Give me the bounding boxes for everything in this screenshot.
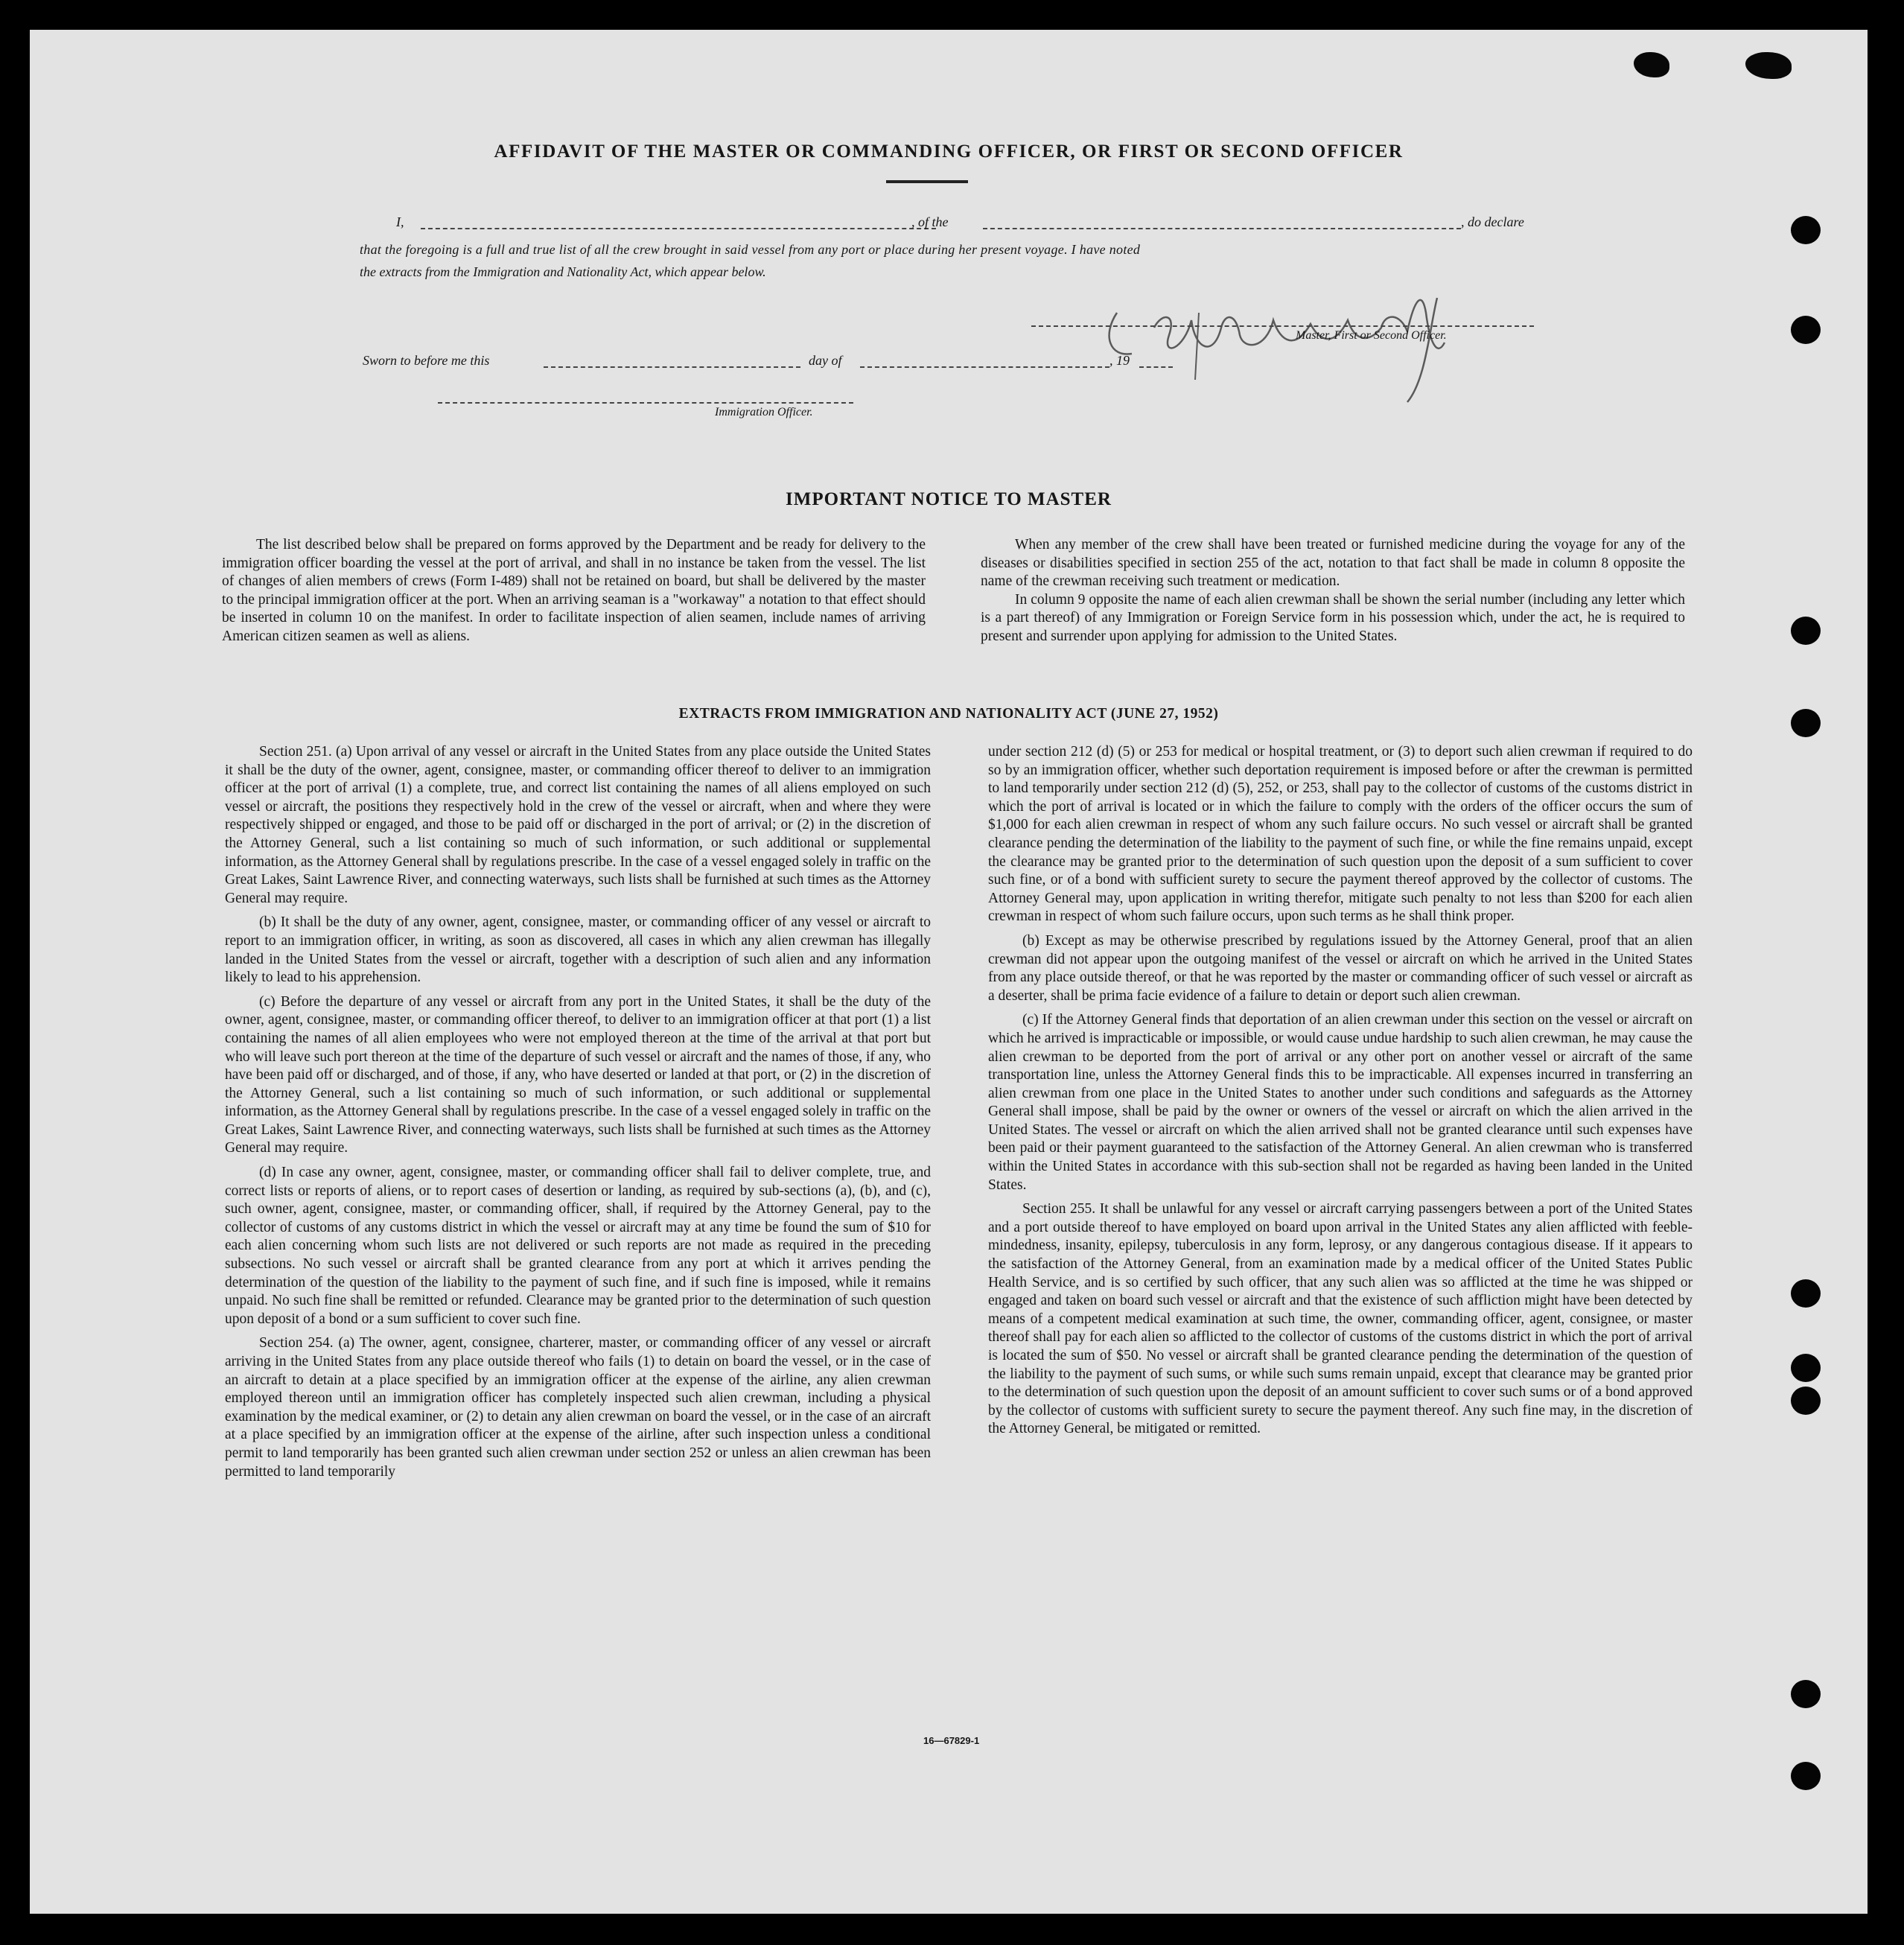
punch-hole: [1791, 617, 1821, 645]
declaration-line: that the foregoing is a full and true list of all the crew brought in said vessel from any port or place during her present voyage. I have noted: [360, 242, 1141, 257]
title-rule: [886, 180, 968, 183]
signature-caption: Master, First or Second Officer.: [1296, 329, 1447, 342]
section-paragraph: Section 255. It shall be unlawful for any vessel or aircraft carrying passengers between a port of the United States and a port outside thereof to have employed on board upon arrival in the United States any alien afflicted with feeble-mindedness, insanity, epilepsy, tuberculosis in any form, leprosy, or any dangerous contagious disease. If it appears to the satisfaction of the Attorney General, from an examination made by a medical officer of the United States Public Health Service, and is so certified by such officer, that any such alien was so afflicted at the time he was shipped or engaged and taken on board such vessel or aircraft and that the existence of such affliction might have been detected by means of a competent medical examination at such time, the owner, commanding officer, agent, consignee, or master thereof shall pay for each alien so afflicted to the collector of customs of the customs district in which the port of arrival is located the sum of $50. No vessel or aircraft shall be granted clearance pending the determination of the question of the liability to the payment of such sums, or while such sums remain unpaid, except that clearance may be granted prior to the determination of such question upon the deposit of an amount sufficient to cover such sums or of a bond approved by the collector of customs with sufficient surety to secure the payment thereof. Any such fine may, in the discretion of the Attorney General, be mitigated or remitted.: [988, 1201, 1693, 1437]
notice-title: IMPORTANT NOTICE TO MASTER: [786, 489, 1112, 509]
notice-paragraph: In column 9 opposite the name of each alien crewman shall be shown the serial number (including any letter which is a part thereof) of any Immigration or Foreign Service form in his possession which, under the act, he is required to present and surrender upon applying for admission to the United States.: [981, 591, 1685, 644]
name-blank: [421, 228, 936, 229]
section-paragraph: (b) Except as may be otherwise prescribed by regulations issued by the Attorney General, proof that an alien crewman did not appear upon the outgoing manifest of the vessel or aircraft on which he arrived in the United States from any place outside thereof, or that he was reported by the master or commanding officer of such vessel or aircraft as a deserter, shall be prima facie evidence of a failure to detain or deport such alien crewman.: [988, 932, 1693, 1004]
handwritten-signature: [1087, 268, 1534, 417]
section-paragraph: (d) In case any owner, agent, consignee, master, or commanding officer shall fail to deliver complete, true, and correct lists or reports of aliens, or to report cases of desertion or landing, as required by sub-sections (a), (b), and (c), such owner, agent, consignee, master, or commanding officer, shall, if required by the Attorney General, pay to the collector of customs of any customs district in which the vessel or aircraft may at any time be found the sum of $10 for each alien concerning whom such lists are not delivered or such reports are not made as required in the preceding subsections. No such vessel or aircraft shall be granted clearance from any port at which it arrives pending the determination of the question of the liability to the payment of such fine, and if such fine is imposed, while it remains unpaid. No such fine shall be remitted or refunded. Clearance may be granted prior to the determination of such question upon deposit of a bond or a sum sufficient to cover such fine.: [225, 1165, 931, 1327]
notice-paragraph: The list described below shall be prepared on forms approved by the Department and be ready for delivery to the immigration officer boarding the vessel at the port of arrival, and shall in no instance be taken from the vessel. The list of changes of alien members of crews (Form I-489) shall not be retained on board, but shall be delivered by the master to the principal immigration officer at the port. When an arriving seaman is a "workaway" a notation to that effect should be inserted in column 10 on the manifest. In order to facilitate inspection of alien seamen, include names of arriving American citizen seamen as well as aliens.: [222, 537, 926, 644]
document-page: [30, 30, 1868, 1914]
notice-left-column: [222, 536, 926, 646]
year-label: , 19: [1109, 353, 1130, 368]
notice-right-column: [981, 536, 1685, 646]
punch-hole: [1791, 1680, 1821, 1708]
section-paragraph: Section 254. (a) The owner, agent, consignee, charterer, master, or commanding officer of any vessel or aircraft arriving in the United States from any place outside thereof who fails (1) to detain on board the vessel, or in the case of an aircraft to detain at a place specified by an immigration officer at the expense of the airline, any alien crewman employed thereon until an immigration officer has completely inspected such alien crewman, including a physical examination by the medical examiner, or (2) to detain any alien crewman on board the vessel, or in the case of an aircraft at a place specified by an immigration officer at the expense of the airline, after such inspection unless a conditional permit to land temporarily has been granted such alien crewman under section 252 or unless an alien crewman has been permitted to land temporarily: [225, 1335, 931, 1480]
punch-hole: [1791, 216, 1821, 244]
sworn-label: Sworn to before me this: [363, 353, 490, 368]
year-blank: [1139, 366, 1173, 368]
form-number: 16—67829-1: [923, 1735, 980, 1746]
extracts-right-column: [988, 743, 1693, 1445]
officer-line: [438, 402, 853, 404]
punch-hole: [1791, 1279, 1821, 1308]
of-the-label: , of the: [911, 214, 949, 229]
ink-blot: [1634, 52, 1669, 77]
section-paragraph: (c) Before the departure of any vessel or aircraft from any port in the United States, it shall be the duty of the owner, agent, consignee, master, or commanding officer thereof, to deliver to an immigration officer at that port (1) a list containing the names of all alien employees who were not employed thereon at the time of the arrival at that port but who will leave such port thereon at the time of the departure of such vessel or aircraft and the names of those, if any, who have been paid off or discharged, and of those, if any, who have deserted or landed at that port, or (2) in the discretion of the Attorney General, such a list containing so much of such information, or such additional or supplemental information, as the Attorney General shall by regulations prescribe. In the case of a vessel engaged solely in traffic on the Great Lakes, Saint Lawrence River, and connecting waterways, such lists shall be furnished at such times as the Attorney General may require.: [225, 993, 931, 1156]
section-paragraph: Section 251. (a) Upon arrival of any vessel or aircraft in the United States from any place outside the United States it shall be the duty of the owner, agent, consignee, master, or commanding officer thereof to deliver to an immigration officer at the port of arrival (1) a complete, true, and correct list containing the names of all aliens employed on such vessel or aircraft, the positions they respectively hold in the crew of the vessel or aircraft, when and where they were respectively shipped or engaged, and those to be paid off or discharged in the port of arrival; or (2) in the discretion of the Attorney General, such a list containing so much of such information, or such additional or supplemental information, as the Attorney General shall by regulations prescribe. In the case of a vessel engaged solely in traffic on the Great Lakes, Saint Lawrence River, and connecting waterways, such lists shall be furnished at such times as the Attorney General may require.: [225, 744, 931, 906]
ink-blot: [1745, 52, 1792, 79]
section-paragraph: (b) It shall be the duty of any owner, agent, consignee, master, or commanding officer of any vessel or aircraft to report to an immigration officer, in writing, as soon as discovered, all cases in which any alien crewman has illegally landed in the United States from the vessel or aircraft, together with a description of such alien and any information likely to lead to his apprehension.: [225, 914, 931, 986]
declaration-line-2: the extracts from the Immigration and Nationality Act, which appear below.: [360, 264, 766, 279]
punch-hole: [1791, 316, 1821, 344]
do-declare-label: , do declare: [1461, 214, 1524, 229]
extracts-left-column: [225, 743, 931, 1487]
signature-line: [1031, 325, 1534, 327]
section-paragraph: under section 212 (d) (5) or 253 for medical or hospital treatment, or (3) to deport such alien crewman if required to do so by an immigration officer, whether such deportation requirement is imposed before or after the crewman is permitted to land temporarily under section 212 (d) (5), 252, or 253, shall pay to the collector of customs of the customs district in which the port of arrival is located or in which the failure to comply with the orders of the officer occurs the sum of $1,000 for each alien crewman in respect of whom any such failure occurs. No such vessel or aircraft shall be granted clearance pending the determination of the liability to the payment of such fine, or while the fine remains unpaid, except the clearance may be granted prior to the determination of such question upon the deposit of a sum sufficient to cover such fine, or of a bond with sufficient surety to secure the payment thereof approved by the collector of customs. The Attorney General may, upon application in writing therefor, mitigate such penalty to not less than $200 for each alien crewman in respect of whom such failure occurs, upon such terms as he shall think proper.: [988, 744, 1693, 925]
affidavit-title: AFFIDAVIT OF THE MASTER OR COMMANDING OFFICER, OR FIRST OR SECOND OFFICER: [494, 141, 1404, 162]
month-blank: [860, 366, 1109, 368]
officer-caption: Immigration Officer.: [715, 406, 813, 418]
extracts-title: EXTRACTS FROM IMMIGRATION AND NATIONALITY ACT (JUNE 27, 1952): [678, 706, 1219, 722]
notice-paragraph: When any member of the crew shall have been treated or furnished medicine during the voyage for any of the diseases or disabilities specified in section 255 of the act, notation to that fact shall be made in column 8 opposite the name of the crewman receiving such treatment or medication.: [981, 537, 1685, 590]
day-of-label: day of: [809, 353, 842, 368]
sworn-day-blank: [544, 366, 800, 368]
punch-hole: [1791, 1387, 1821, 1415]
section-paragraph: (c) If the Attorney General finds that deportation of an alien crewman under this section on the vessel or aircraft on which he arrived is impracticable or impossible, or would cause undue hardship to such alien crewman, he may cause the alien crewman to be deported from the port of arrival or any other port on another vessel or aircraft of the same transportation line, unless the Attorney General finds this to be impracticable. All expenses incurred in transferring an alien crewman from one place in the United States to another under such conditions and safeguards as the Attorney General shall impose, shall be paid by the owner or owners of the vessel or aircraft on which the alien arrived in the United States. The vessel or aircraft on which the alien arrived shall not be granted clearance until such expenses have been paid or their payment guaranteed to the satisfaction of the Attorney General. An alien crewman who is transferred within the United States in accordance with this sub-section shall not be regarded as having been landed in the United States.: [988, 1012, 1693, 1193]
punch-hole: [1791, 1762, 1821, 1790]
i-label: I,: [396, 214, 404, 229]
punch-hole: [1791, 1354, 1821, 1382]
vessel-blank: [983, 228, 1461, 229]
